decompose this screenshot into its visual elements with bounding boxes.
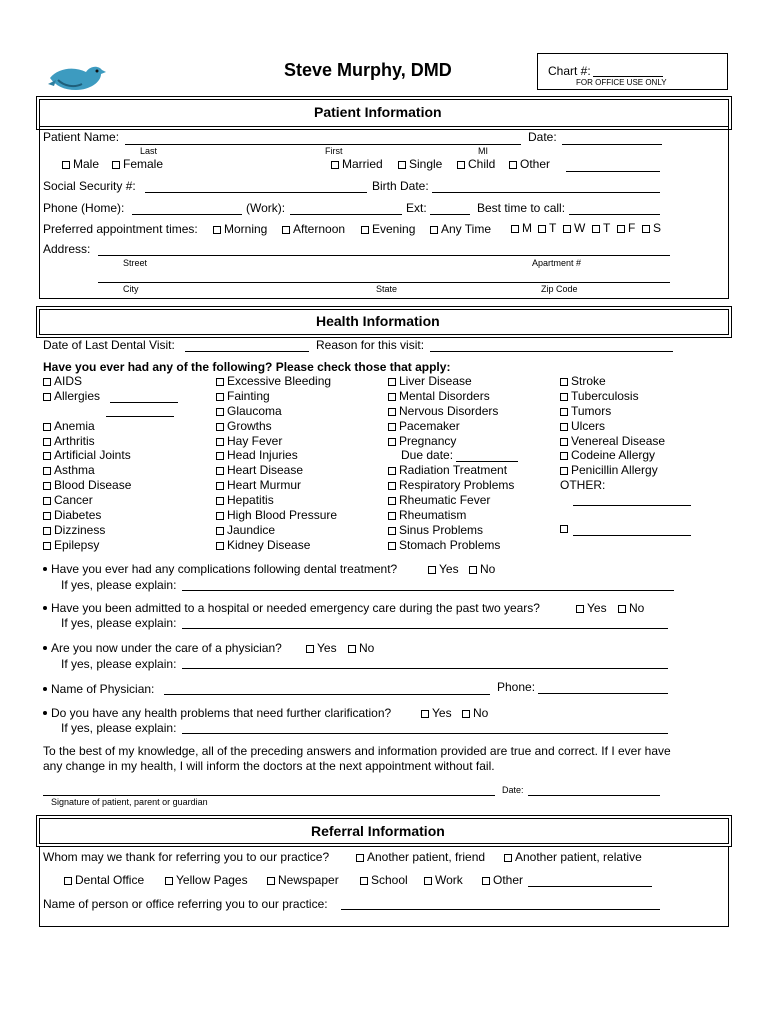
physician-phone-field[interactable] — [538, 693, 668, 694]
conditions-col-1 — [43, 374, 131, 553]
q3-no[interactable] — [348, 641, 374, 655]
condition-checkbox[interactable] — [43, 527, 51, 535]
child-label: Child — [468, 157, 496, 171]
condition-label: Radiation Treatment — [399, 463, 508, 478]
condition-label: Blood Disease — [54, 478, 132, 493]
condition-label: Ulcers — [571, 418, 606, 433]
male-option[interactable] — [62, 157, 99, 171]
condition-checkbox[interactable] — [560, 393, 568, 401]
ref-work-checkbox[interactable] — [424, 877, 432, 885]
condition-item[interactable] — [388, 463, 514, 478]
ref-friend-checkbox[interactable] — [356, 854, 364, 862]
condition-item[interactable] — [43, 493, 131, 508]
patient-name-label: Patient Name: — [43, 130, 120, 144]
condition-checkbox[interactable] — [216, 438, 224, 446]
mi-caption: MI — [478, 146, 488, 156]
q3-explain-label: If yes, please explain: — [61, 657, 177, 671]
condition-item[interactable] — [216, 374, 337, 389]
female-checkbox[interactable] — [112, 161, 120, 169]
other-checkbox[interactable] — [509, 161, 517, 169]
ref-work[interactable] — [424, 873, 463, 887]
condition-checkbox[interactable] — [43, 378, 51, 386]
day-t2-checkbox[interactable] — [592, 225, 600, 233]
any-time-checkbox[interactable] — [430, 226, 438, 234]
condition-item[interactable] — [216, 419, 337, 434]
q3-explain-field[interactable] — [182, 668, 668, 669]
day-f[interactable] — [617, 221, 635, 235]
day-s-checkbox[interactable] — [642, 225, 650, 233]
condition-item[interactable] — [560, 434, 665, 449]
referral-name-label: Name of person or office referring you to our practice: — [43, 897, 328, 911]
condition-label: Excessive Bleeding — [227, 374, 332, 388]
condition-item[interactable] — [388, 538, 514, 553]
condition-label: Liver Disease — [399, 374, 472, 388]
physician-name-field[interactable] — [164, 694, 490, 695]
condition-item[interactable] — [216, 478, 337, 493]
ref-school[interactable] — [360, 873, 408, 887]
condition-checkbox[interactable] — [560, 423, 568, 431]
other-field-1[interactable] — [573, 505, 691, 506]
day-t1[interactable] — [538, 221, 556, 235]
birth-date-label: Birth Date: — [372, 179, 429, 193]
married-option[interactable] — [331, 157, 383, 171]
condition-checkbox[interactable] — [216, 482, 224, 490]
q2-no-label: No — [629, 601, 645, 615]
condition-label: Rheumatism — [399, 508, 467, 523]
day-t2-label: T — [603, 221, 611, 235]
ref-newspaper-label: Newspaper — [278, 873, 339, 887]
condition-checkbox[interactable] — [216, 423, 224, 431]
last-caption: Last — [140, 146, 158, 156]
married-label: Married — [342, 157, 383, 171]
condition-label: Growths — [227, 418, 272, 433]
condition-item[interactable] — [388, 389, 514, 404]
ref-friend-option[interactable] — [356, 850, 485, 864]
referral-name-field[interactable] — [341, 909, 660, 910]
condition-label: Rheumatic Fever — [399, 493, 491, 508]
best-time-label: Best time to call: — [477, 201, 566, 215]
pref-times-label: Preferred appointment times: — [43, 222, 198, 236]
condition-label: Respiratory Problems — [399, 478, 515, 493]
q5-explain-field[interactable] — [182, 733, 668, 734]
child-option[interactable] — [457, 157, 495, 171]
condition-label: OTHER: — [560, 478, 606, 493]
birth-date-field[interactable] — [432, 192, 660, 193]
condition-label: Pacemaker — [399, 418, 460, 433]
condition-item[interactable] — [388, 374, 514, 389]
conditions-col-2 — [216, 374, 337, 553]
ref-other-label: Other — [493, 873, 524, 887]
q3-no-checkbox[interactable] — [348, 645, 356, 653]
condition-label: Heart Murmur — [227, 478, 302, 493]
condition-item[interactable] — [388, 478, 514, 493]
office-use-note: FOR OFFICE USE ONLY — [576, 78, 667, 87]
single-checkbox[interactable] — [398, 161, 406, 169]
condition-label: Artificial Joints — [54, 448, 131, 463]
q1-no-checkbox[interactable] — [469, 566, 477, 574]
street-caption: Street — [123, 258, 148, 268]
day-t1-checkbox[interactable] — [538, 225, 546, 233]
ref-work-label: Work — [435, 873, 463, 887]
condition-item[interactable] — [43, 478, 131, 493]
condition-item[interactable] — [216, 434, 337, 449]
work-label: (Work): — [246, 201, 286, 215]
condition-checkbox[interactable] — [388, 438, 396, 446]
q1-yes-checkbox[interactable] — [428, 566, 436, 574]
condition-label: Mental Disorders — [399, 388, 490, 403]
morning-label: Morning — [224, 222, 268, 236]
condition-item[interactable] — [388, 434, 514, 449]
q2-no[interactable] — [618, 601, 644, 615]
condition-label: Due date: — [401, 448, 454, 463]
condition-item[interactable] — [560, 419, 665, 434]
q2-yes-checkbox[interactable] — [576, 605, 584, 613]
allergies-field-2[interactable] — [106, 416, 174, 417]
condition-checkbox[interactable] — [216, 527, 224, 535]
condition-checkbox[interactable] — [43, 467, 51, 475]
condition-item[interactable] — [560, 463, 665, 478]
ref-relative-label: Another patient, relative — [515, 850, 642, 864]
condition-item[interactable] — [560, 404, 665, 419]
condition-item[interactable] — [388, 508, 514, 523]
q2-explain-field[interactable] — [182, 628, 668, 629]
condition-label: Pregnancy — [399, 433, 457, 448]
statement-line-1: To the best of my knowledge, all of the preceding answers and information provided are true and correct. If I ever have — [43, 744, 671, 758]
condition-label: High Blood Pressure — [227, 508, 338, 523]
first-caption: First — [325, 146, 343, 156]
q3-yes-label: Yes — [317, 641, 337, 655]
condition-item[interactable] — [43, 538, 131, 553]
ref-yellow-pages-label: Yellow Pages — [176, 873, 248, 887]
condition-label: Diabetes — [54, 508, 102, 523]
conditions-col-3 — [388, 374, 514, 553]
condition-item[interactable] — [216, 538, 337, 553]
condition-label: Stomach Problems — [399, 537, 501, 552]
condition-checkbox[interactable] — [388, 482, 396, 490]
q5-yes-label: Yes — [432, 706, 452, 720]
condition-item[interactable] — [216, 389, 337, 404]
condition-label: Glaucoma — [227, 403, 282, 418]
condition-checkbox[interactable] — [388, 378, 396, 386]
condition-checkbox[interactable] — [216, 452, 224, 460]
q5-yes[interactable] — [421, 706, 452, 720]
day-f-checkbox[interactable] — [617, 225, 625, 233]
q1-text: Have you ever had any complications following dental treatment? — [51, 562, 398, 576]
condition-checkbox[interactable] — [43, 542, 51, 550]
condition-label: Head Injuries — [227, 448, 298, 463]
condition-checkbox[interactable] — [216, 408, 224, 416]
reason-field[interactable] — [430, 351, 673, 352]
patient-section-title: Patient Information — [314, 104, 442, 120]
condition-label: Anemia — [54, 418, 95, 433]
condition-label: Cancer — [54, 493, 93, 508]
female-label: Female — [123, 157, 164, 171]
condition-checkbox[interactable] — [388, 527, 396, 535]
q5-no-checkbox[interactable] — [462, 710, 470, 718]
condition-checkbox[interactable] — [43, 497, 51, 505]
evening-checkbox[interactable] — [361, 226, 369, 234]
address-label: Address: — [43, 242, 91, 256]
q1-no[interactable] — [469, 562, 495, 576]
afternoon-checkbox[interactable] — [282, 226, 290, 234]
morning-checkbox[interactable] — [213, 226, 221, 234]
ext-label: Ext: — [406, 201, 427, 215]
condition-label: Hay Fever — [227, 433, 283, 448]
ref-school-label: School — [371, 873, 408, 887]
condition-item[interactable] — [216, 448, 337, 463]
condition-checkbox[interactable] — [43, 393, 51, 401]
condition-checkbox[interactable] — [560, 378, 568, 386]
day-w-label: W — [574, 221, 586, 235]
q3-text: Are you now under the care of a physician? — [51, 641, 282, 655]
condition-label: Penicillin Allergy — [571, 463, 658, 478]
condition-checkbox[interactable] — [388, 393, 396, 401]
condition-checkbox[interactable] — [43, 512, 51, 520]
q2-text: Have you been admitted to a hospital or needed emergency care during the past two years? — [51, 601, 540, 615]
married-checkbox[interactable] — [331, 161, 339, 169]
day-m[interactable] — [511, 221, 532, 235]
q4-text: Name of Physician: — [51, 682, 155, 696]
chart-label: Chart #: — [548, 64, 591, 78]
condition-checkbox[interactable] — [216, 393, 224, 401]
physician-phone-label: Phone: — [497, 680, 536, 694]
condition-item[interactable] — [43, 448, 131, 463]
condition-item[interactable] — [560, 478, 665, 493]
condition-checkbox[interactable] — [216, 542, 224, 550]
single-option[interactable] — [398, 157, 442, 171]
male-label: Male — [73, 157, 100, 171]
ref-dental-office-checkbox[interactable] — [64, 877, 72, 885]
condition-checkbox[interactable] — [560, 408, 568, 416]
conditions-col-4 — [560, 374, 665, 493]
other-checkbox-2[interactable] — [560, 525, 568, 533]
condition-item[interactable] — [43, 374, 131, 389]
ref-dental-office-label: Dental Office — [75, 873, 145, 887]
due-date-field[interactable] — [456, 461, 518, 462]
day-f-label: F — [628, 221, 636, 235]
q1-yes-label: Yes — [439, 562, 459, 576]
male-checkbox[interactable] — [62, 161, 70, 169]
condition-label: Heart Disease — [227, 463, 304, 478]
afternoon-option[interactable] — [282, 222, 345, 236]
q2-no-checkbox[interactable] — [618, 605, 626, 613]
q2-yes[interactable] — [576, 601, 607, 615]
ref-relative-checkbox[interactable] — [504, 854, 512, 862]
ref-newspaper-checkbox[interactable] — [267, 877, 275, 885]
condition-label: Stroke — [571, 374, 606, 388]
condition-item[interactable] — [43, 419, 131, 434]
q5-text: Do you have any health problems that need further clarification? — [51, 706, 392, 720]
q1-explain-field[interactable] — [182, 590, 674, 591]
other-option[interactable] — [509, 157, 550, 171]
evening-label: Evening — [372, 222, 416, 236]
condition-label: Asthma — [54, 463, 95, 478]
question-clarification — [43, 706, 391, 720]
afternoon-label: Afternoon — [293, 222, 346, 236]
condition-item[interactable] — [216, 508, 337, 523]
allergies-field[interactable] — [110, 402, 178, 403]
condition-checkbox[interactable] — [560, 452, 568, 460]
condition-item[interactable] — [388, 523, 514, 538]
condition-label: Jaundice — [227, 522, 276, 537]
referral-question: Whom may we thank for referring you to our practice? — [43, 850, 330, 864]
day-t2[interactable] — [592, 221, 610, 235]
ref-dental-office[interactable] — [64, 873, 144, 887]
condition-checkbox[interactable] — [388, 408, 396, 416]
female-option[interactable] — [112, 157, 163, 171]
ref-yellow-pages[interactable] — [165, 873, 248, 887]
condition-label: Hepatitis — [227, 493, 274, 508]
patient-section-box — [39, 99, 729, 299]
condition-checkbox[interactable] — [43, 482, 51, 490]
condition-item[interactable] — [216, 493, 337, 508]
condition-label: Fainting — [227, 388, 270, 403]
question-complications — [43, 562, 397, 576]
city-field[interactable] — [98, 282, 670, 283]
condition-item[interactable] — [216, 404, 337, 419]
conditions-question: Have you ever had any of the following? Please check those that apply: — [43, 360, 451, 374]
ref-school-checkbox[interactable] — [360, 877, 368, 885]
question-hospital — [43, 601, 540, 615]
condition-checkbox[interactable] — [560, 438, 568, 446]
city-caption: City — [123, 284, 139, 294]
condition-item[interactable] — [560, 374, 665, 389]
state-caption: State — [376, 284, 398, 294]
ssn-field[interactable] — [145, 192, 367, 193]
q5-no-label: No — [473, 706, 489, 720]
q1-explain-label: If yes, please explain: — [61, 578, 177, 592]
condition-checkbox[interactable] — [216, 512, 224, 520]
day-s[interactable] — [642, 221, 661, 235]
single-label: Single — [409, 157, 443, 171]
q5-yes-checkbox[interactable] — [421, 710, 429, 718]
signature-field[interactable] — [43, 795, 495, 796]
signature-date-field[interactable] — [528, 795, 660, 796]
reason-label: Reason for this visit: — [316, 338, 425, 352]
condition-item[interactable] — [388, 493, 514, 508]
condition-label: Tuberculosis — [571, 388, 639, 403]
condition-item[interactable] — [560, 389, 665, 404]
q2-yes-label: Yes — [587, 601, 607, 615]
condition-checkbox[interactable] — [388, 542, 396, 550]
q2-explain-label: If yes, please explain: — [61, 616, 177, 630]
condition-label: Tumors — [571, 403, 612, 418]
doctor-title: Steve Murphy, DMD — [284, 60, 452, 80]
ref-newspaper[interactable] — [267, 873, 339, 887]
q5-no[interactable] — [462, 706, 488, 720]
evening-option[interactable] — [361, 222, 415, 236]
last-visit-field[interactable] — [185, 351, 309, 352]
q1-no-label: No — [480, 562, 496, 576]
other-field-2[interactable] — [573, 535, 691, 536]
condition-item[interactable] — [43, 434, 131, 449]
condition-item[interactable] — [216, 463, 337, 478]
condition-checkbox[interactable] — [216, 467, 224, 475]
condition-checkbox[interactable] — [560, 467, 568, 475]
condition-item[interactable] — [560, 448, 665, 463]
statement-line-2: any change in my health, I will inform the doctors at the next appointment without fail. — [43, 759, 495, 773]
condition-label: Dizziness — [54, 522, 106, 537]
condition-checkbox[interactable] — [43, 438, 51, 446]
condition-label: Arthritis — [54, 433, 95, 448]
any-time-label: Any Time — [441, 222, 492, 236]
date-label: Date: — [528, 130, 557, 144]
signature-caption: Signature of patient, parent or guardian — [51, 797, 208, 807]
condition-label: Allergies — [54, 388, 101, 403]
q3-no-label: No — [359, 641, 375, 655]
condition-checkbox[interactable] — [388, 423, 396, 431]
q3-yes[interactable] — [306, 641, 337, 655]
street-field[interactable] — [98, 255, 670, 256]
q3-yes-checkbox[interactable] — [306, 645, 314, 653]
child-checkbox[interactable] — [457, 161, 465, 169]
condition-label: Codeine Allergy — [571, 448, 656, 463]
q1-yes[interactable] — [428, 562, 459, 576]
signature-date-label: Date: — [502, 785, 524, 795]
question-physician — [43, 641, 282, 655]
other-label: Other — [520, 157, 551, 171]
condition-item[interactable] — [388, 419, 514, 434]
condition-checkbox[interactable] — [216, 378, 224, 386]
day-m-label: M — [522, 221, 532, 235]
condition-checkbox[interactable] — [43, 423, 51, 431]
condition-item[interactable] — [43, 508, 131, 523]
condition-label: Epilepsy — [54, 537, 100, 552]
ref-friend-label: Another patient, friend — [367, 850, 486, 864]
q5-explain-label: If yes, please explain: — [61, 721, 177, 735]
ref-other-field[interactable] — [528, 886, 652, 887]
other-option-2[interactable] — [560, 521, 571, 535]
condition-checkbox[interactable] — [388, 467, 396, 475]
condition-checkbox[interactable] — [388, 512, 396, 520]
physician-name — [43, 682, 154, 696]
ref-other[interactable] — [482, 873, 523, 887]
last-visit-label: Date of Last Dental Visit: — [43, 338, 175, 352]
health-section-title: Health Information — [316, 313, 440, 329]
condition-checkbox[interactable] — [388, 497, 396, 505]
condition-item[interactable] — [43, 523, 131, 538]
condition-checkbox[interactable] — [216, 497, 224, 505]
ref-yellow-pages-checkbox[interactable] — [165, 877, 173, 885]
condition-item[interactable] — [43, 463, 131, 478]
day-w[interactable] — [563, 221, 585, 235]
condition-checkbox[interactable] — [43, 452, 51, 460]
condition-label: Venereal Disease — [571, 433, 666, 448]
morning-option[interactable] — [213, 222, 267, 236]
condition-label: Sinus Problems — [399, 522, 484, 537]
zip-caption: Zip Code — [541, 284, 578, 294]
any-time-option[interactable] — [430, 222, 491, 236]
ref-other-checkbox[interactable] — [482, 877, 490, 885]
day-m-checkbox[interactable] — [511, 225, 519, 233]
apartment-caption: Apartment # — [532, 258, 582, 268]
ssn-label: Social Security #: — [43, 179, 136, 193]
ref-relative-option[interactable] — [504, 850, 642, 864]
day-w-checkbox[interactable] — [563, 225, 571, 233]
phone-home-label: Phone (Home): — [43, 201, 125, 215]
referral-section-title: Referral Information — [311, 823, 445, 839]
condition-item[interactable] — [388, 404, 514, 419]
condition-label: Kidney Disease — [227, 537, 311, 552]
day-t1-label: T — [549, 221, 557, 235]
condition-label: AIDS — [54, 374, 83, 388]
condition-item[interactable] — [216, 523, 337, 538]
bird-logo — [44, 60, 106, 96]
condition-label: Nervous Disorders — [399, 403, 499, 418]
day-s-label: S — [653, 221, 662, 235]
